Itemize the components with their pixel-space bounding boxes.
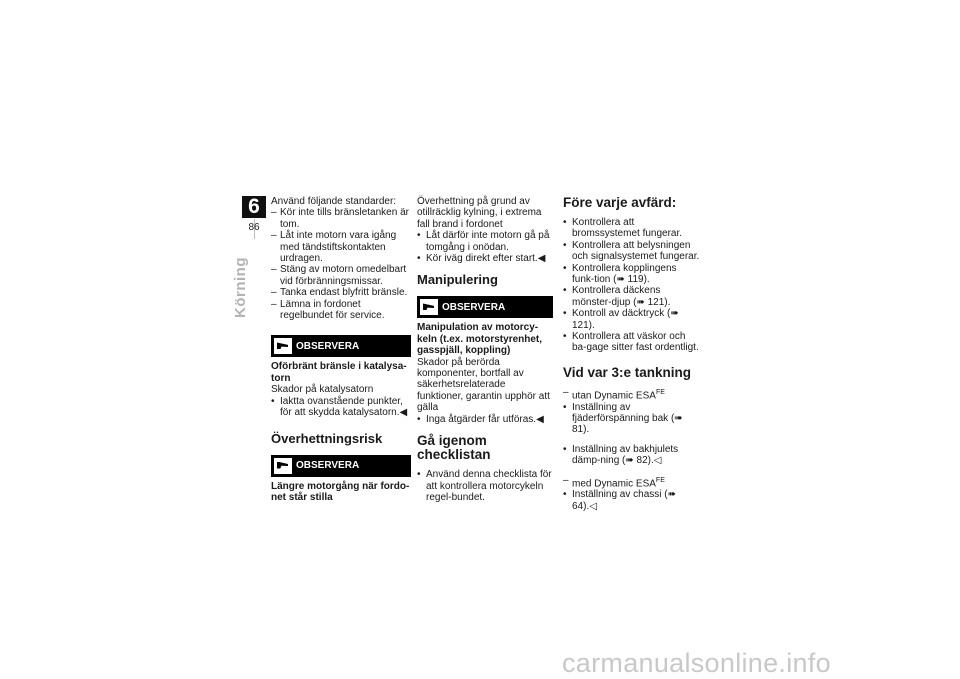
notice-banner [271,455,411,477]
notice-text: Skador på berörda komponenter, bortfall av säkerhetsrelaterade funktioner, garantin upphör att gälla [417,356,550,414]
section-heading: Vid var 3:e tankning [563,364,692,380]
list-item: – Låt inte motorn vara igång med tändstiftskontakten urdragen. [271,230,411,264]
warning-hand-icon [274,338,292,354]
col1-dash-list [271,207,411,321]
list-item [563,475,701,490]
section-heading: Överhettningsrisk [271,430,383,446]
notice-label: OBSERVERA [442,301,506,313]
list-item: • Låt därför inte motorn gå på tomgång i onödan. [417,230,553,253]
list-item [563,387,701,402]
list-item: • Kontrollera att belysningen och signalsystemet fungerar. [563,240,701,263]
list-item: – Stäng av motorn omedelbart vid förbränningsmissar. [271,264,411,287]
watermark: carmanualsonline.info [562,648,831,678]
notice-title: Manipulation av motorcy-keln (t.ex. motorstyrenhet, gasspjäll, koppling) [417,322,543,357]
chapter-tab: 6 [242,196,266,218]
variant-label: utan Dynamic ESA [572,390,656,402]
notice-banner [271,335,411,357]
list-item: • Kontrollera att bromssystemet fungerar. [563,217,701,240]
variant-sup: FE [655,476,665,484]
list-item: • Kontrollera däckens mönster-djup (➠ 121). [563,285,701,308]
list-item: • Kontrollera att väskor och ba-gage sitter fast ordentligt. [563,331,701,354]
notice-banner [417,296,553,318]
list-item: • Inställning av chassi (➠ 64).◁ [563,489,701,512]
section-heading: Gå igenom checklistan [417,433,491,463]
list-item: – Lämna in fordonet regelbundet för service. [271,299,411,322]
col1-intro: Använd följande standarder: [271,196,397,207]
notice-title: Oförbränt bränsle i katalysa-torn [271,361,407,384]
notice-text: Skador på katalysatorn [271,384,374,396]
list-item: – Kör inte tills bränsletanken är tom. [271,207,411,230]
col2-intro: Överhettning på grund av otillräcklig kylning, i extrema fall brand i fordonet [417,196,542,230]
column-2 [417,196,553,503]
section-heading: Manipulering [417,272,498,288]
variant-label: med Dynamic ESA [572,477,656,489]
warning-hand-icon [420,299,438,315]
notice-label: OBSERVERA [296,459,360,471]
list-item: • Iaktta ovanstående punkter, för att skydda katalysatorn.◀ [271,396,411,419]
column-3 [563,196,701,512]
page-number: 86 [248,222,260,233]
list-item: • Inställning av fjäderförspänning bak (➠ 81). [563,402,701,436]
variant-sup: FE [655,388,665,396]
notice-label: OBSERVERA [296,340,360,352]
notice-title: Längre motorgång när fordo-net står stilla [271,480,410,503]
column-1 [271,196,411,503]
list-item: • Inga åtgärder får utföras.◀ [417,414,553,425]
section-title: Körning [232,257,249,318]
list-item: • Kontrollera kopplingens funk-tion (➠ 119). [563,263,701,286]
section-heading: Före varje avfärd: [563,195,677,210]
list-item: • Kontroll av däcktryck (➠ 121). [563,308,701,331]
list-item: – Tanka endast blyfritt bränsle. [271,287,411,298]
warning-hand-icon [274,458,292,474]
list-item: • Använd denna checklista för att kontrollera motorcykeln regel-bundet. [417,469,553,503]
list-item: • Inställning av bakhjulets dämp-ning (➠ 82).◁ [563,444,701,467]
list-item: • Kör iväg direkt efter start.◀ [417,253,553,264]
